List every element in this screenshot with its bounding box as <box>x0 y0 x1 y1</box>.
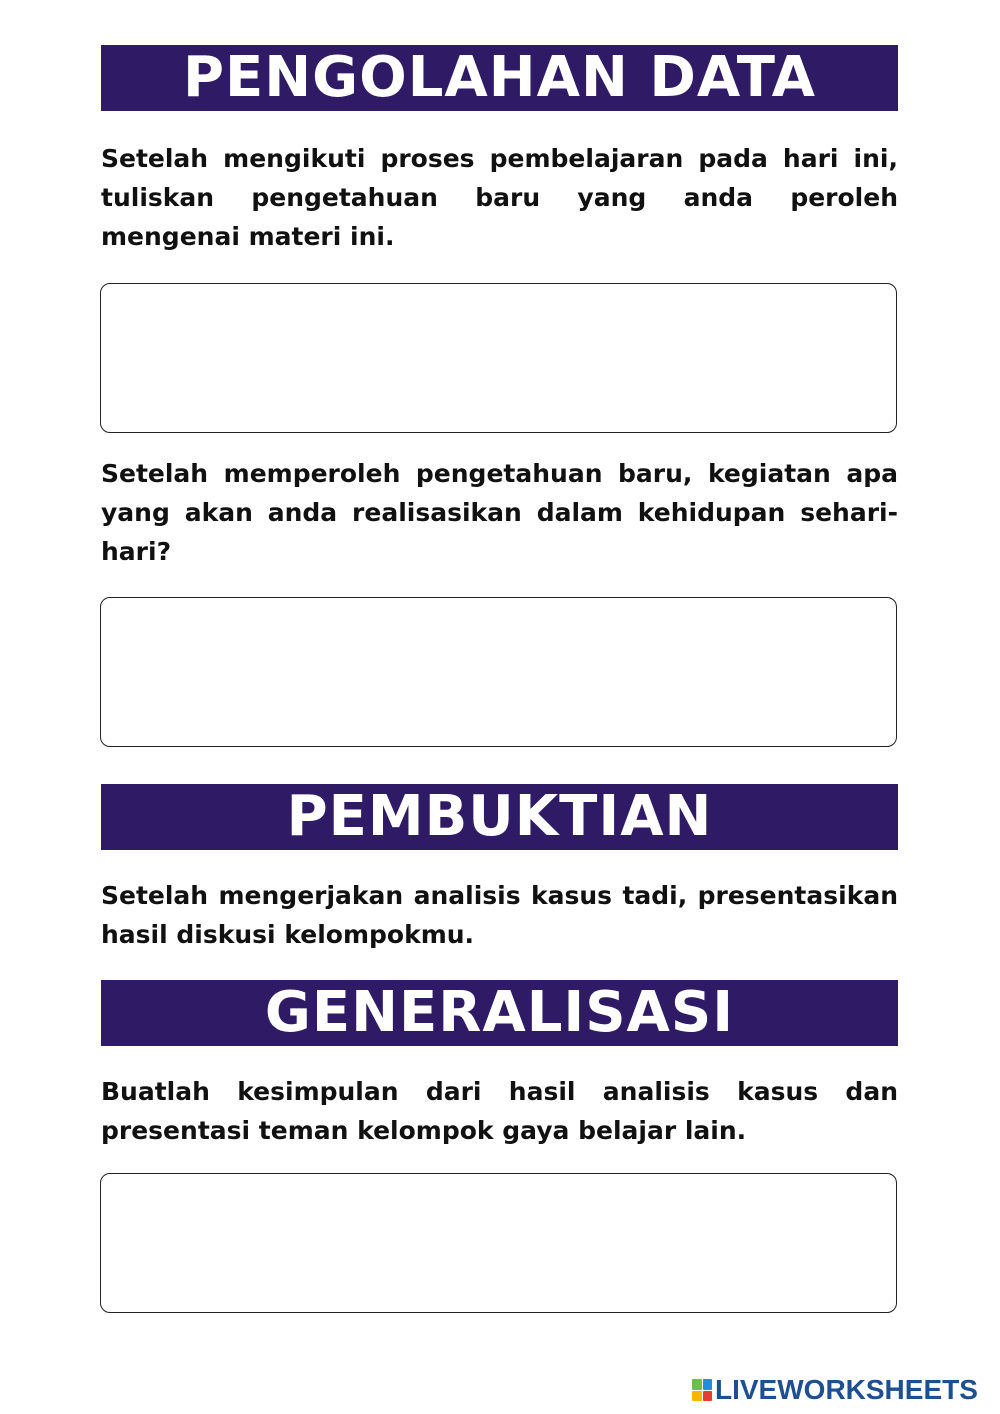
answer-box-conclusion[interactable] <box>100 1173 897 1313</box>
question-new-knowledge: Setelah mengikuti proses pembelajaran pada hari ini, tuliskan pengetahuan baru yang anda peroleh mengenai materi ini. <box>101 144 898 251</box>
liveworksheets-logo-icon <box>692 1379 712 1401</box>
liveworksheets-brand-text: LIVEWORKSHEETS <box>715 1374 978 1405</box>
liveworksheets-logo <box>692 1374 978 1405</box>
instruction-presentation: Setelah mengerjakan analisis kasus tadi, presentasikan hasil diskusi kelompokmu. <box>101 881 898 949</box>
answer-box-daily-activity[interactable] <box>100 597 897 747</box>
question-conclusion: Buatlah kesimpulan dari hasil analisis kasus dan presentasi teman kelompok gaya belajar lain. <box>101 1077 898 1145</box>
section-title-pengolahan-data: PENGOLAHAN DATA <box>101 45 898 111</box>
section-title-pembuktian: PEMBUKTIAN <box>101 784 898 850</box>
section-title-generalisasi: GENERALISASI <box>101 980 898 1046</box>
question-daily-activity: Setelah memperoleh pengetahuan baru, kegiatan apa yang akan anda realisasikan dalam kehidupan sehari-hari? <box>101 459 898 566</box>
answer-box-new-knowledge[interactable] <box>100 283 897 433</box>
